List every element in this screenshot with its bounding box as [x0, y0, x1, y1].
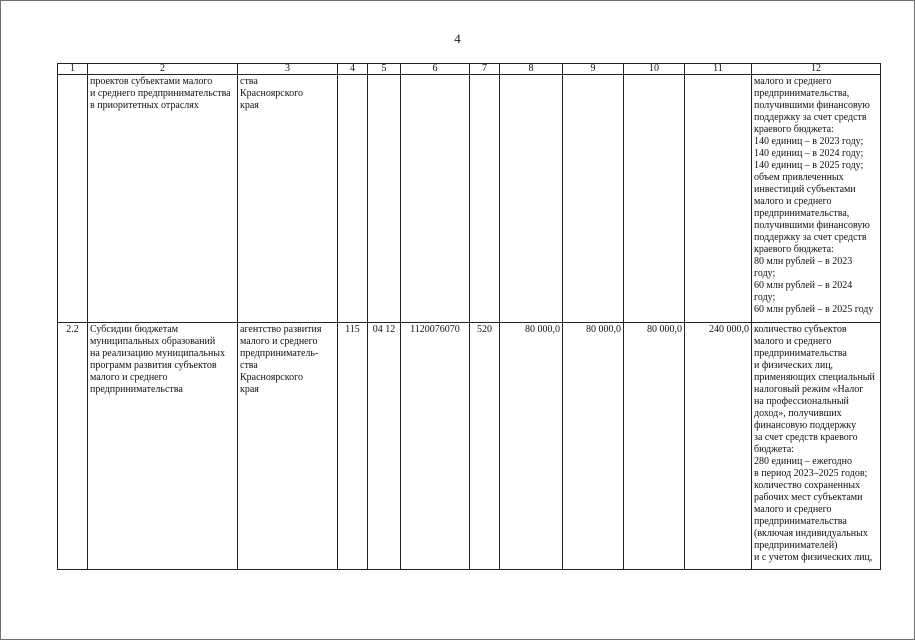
column-number: 1	[58, 64, 88, 75]
amount-total-cell: 240 000,0	[685, 323, 752, 570]
column-number: 8	[500, 64, 563, 75]
column-number: 5	[368, 64, 401, 75]
column-number: 10	[624, 64, 685, 75]
column-number: 12	[752, 64, 881, 75]
column-number: 7	[470, 64, 500, 75]
executor-cell: ства Красноярского края	[238, 75, 338, 323]
expected-result-cell: количество субъектов малого и среднего предпринимательства и физических лиц, применяющих специальный налоговый режим «Налог на профессиональный доход», получивших финансовую поддержку за счет средств краевого бюджета: 280 единиц – ежегодно в период 2023–2025 годов; количество сохраненных рабочих мест субъектами малого и среднего предпринимательства (включая индивидуальных предпринимателей) и с учетом физических лиц,	[752, 323, 881, 570]
table-row	[58, 75, 881, 323]
grbs-code-cell	[338, 75, 368, 323]
expected-result-cell: малого и среднего предпринимательства, получившими финансовую поддержку за счет средств краевого бюджета: 140 единиц – в 2023 году; 140 единиц – в 2024 году; 140 единиц – в 2025 году; объем привлеченных инвестиций субъектами малого и среднего предпринимательства, получившими финансовую поддержку за счет средств краевого бюджета: 80 млн рублей – в 2023 году; 60 млн рублей – в 2024 году; 60 млн рублей – в 2025 году	[752, 75, 881, 323]
section-code-cell: 04 12	[368, 323, 401, 570]
column-number: 11	[685, 64, 752, 75]
table-row	[58, 323, 881, 570]
section-code-cell	[368, 75, 401, 323]
expense-type-cell	[470, 75, 500, 323]
column-number: 4	[338, 64, 368, 75]
measure-name-cell: Субсидии бюджетам муниципальных образований на реализацию муниципальных программ развития субъектов малого и среднего предпринимательства	[88, 323, 238, 570]
executor-cell: агентство развития малого и среднего предприниматель- ства Красноярского края	[238, 323, 338, 570]
amount-2023-cell: 80 000,0	[500, 323, 563, 570]
grbs-code-cell: 115	[338, 323, 368, 570]
page-number: 4	[454, 31, 461, 46]
column-number: 6	[401, 64, 470, 75]
amount-total-cell	[685, 75, 752, 323]
column-number-row	[58, 64, 881, 75]
amount-2025-cell: 80 000,0	[624, 323, 685, 570]
column-number: 3	[238, 64, 338, 75]
column-number: 9	[563, 64, 624, 75]
amount-2023-cell	[500, 75, 563, 323]
program-table	[57, 63, 881, 570]
amount-2024-cell	[563, 75, 624, 323]
amount-2025-cell	[624, 75, 685, 323]
column-number: 2	[88, 64, 238, 75]
row-number-cell	[58, 75, 88, 323]
row-number-cell: 2.2	[58, 323, 88, 570]
measure-name-cell: проектов субъектами малого и среднего предпринимательства в приоритетных отраслях	[88, 75, 238, 323]
amount-2024-cell: 80 000,0	[563, 323, 624, 570]
target-item-cell: 1120076070	[401, 323, 470, 570]
expense-type-cell: 520	[470, 323, 500, 570]
target-item-cell	[401, 75, 470, 323]
